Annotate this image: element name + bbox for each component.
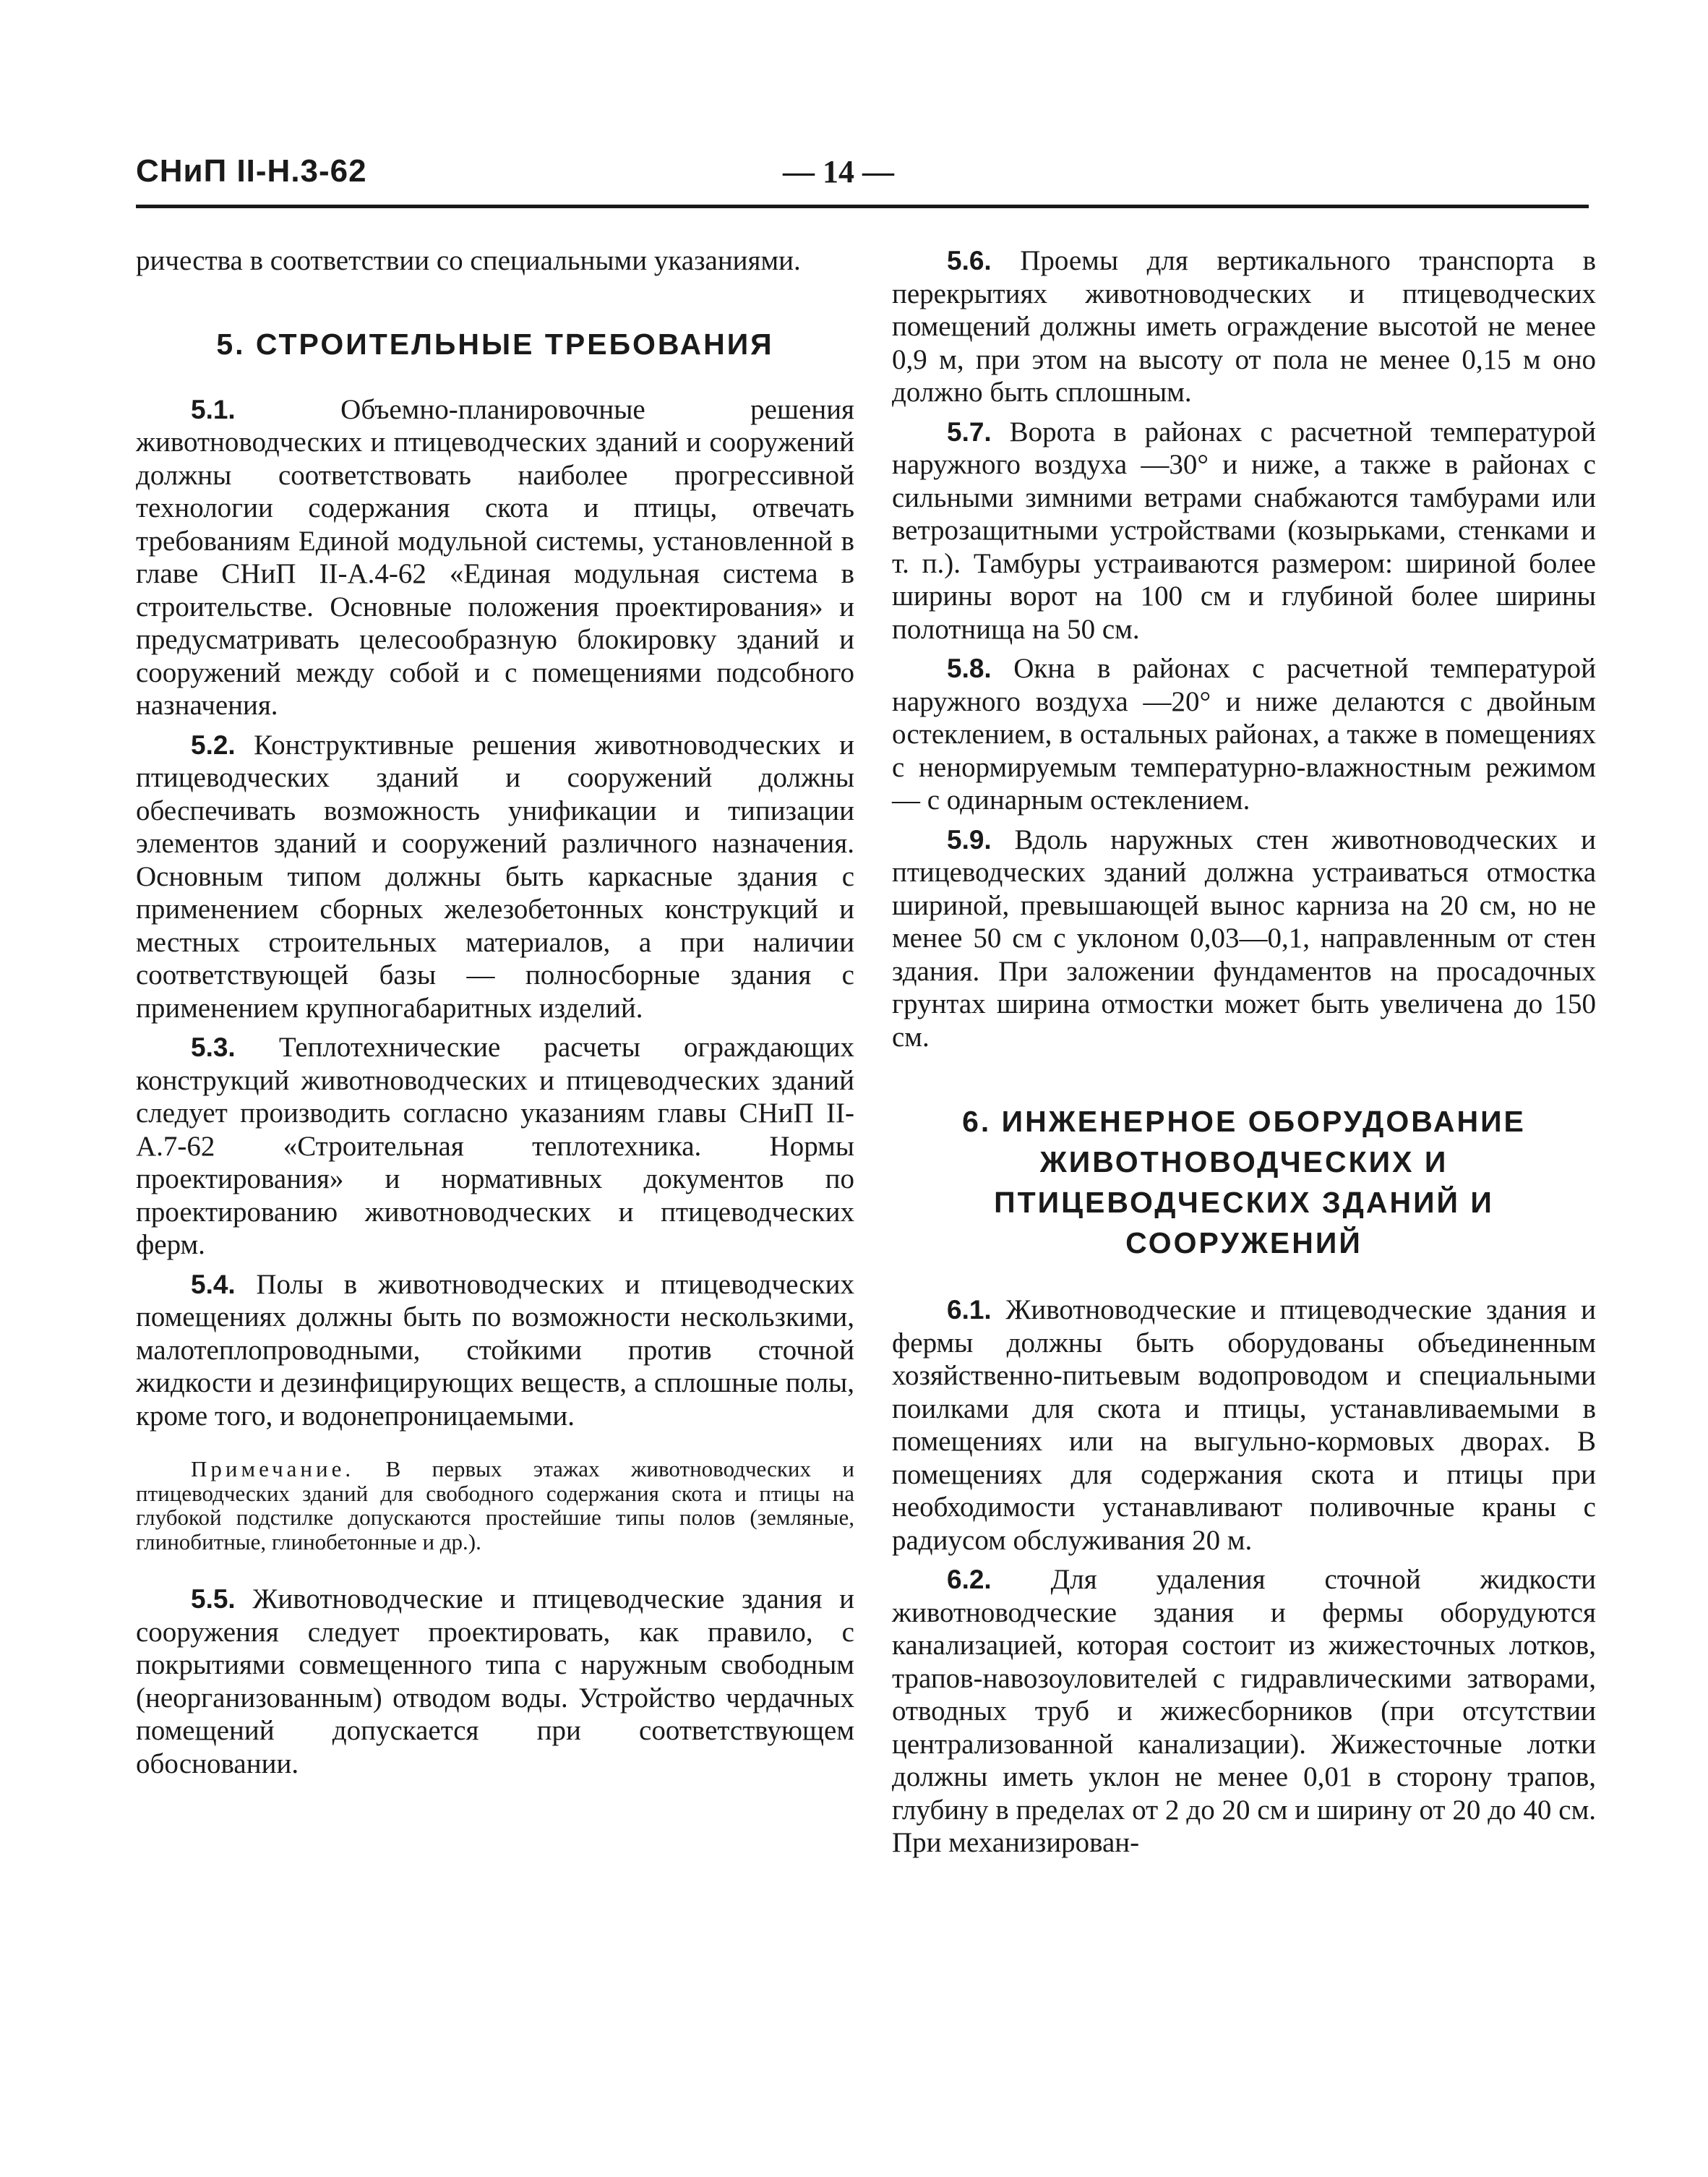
paragraph-5-7 bbox=[892, 416, 1596, 646]
paragraph-5-6 bbox=[892, 244, 1596, 409]
page-header bbox=[136, 153, 1589, 204]
paragraph-number: 5.2. bbox=[191, 730, 236, 760]
paragraph-5-5 bbox=[136, 1583, 854, 1780]
paragraph-5-4 bbox=[136, 1268, 854, 1433]
note-text: В первых этажах животноводческих и птицеводческих зданий для свободного содержания скота и птицы на глубокой подстилке допускаются простейшие типы полов (земляные, глинобитные, глинобетонные и др.). bbox=[136, 1456, 855, 1554]
document-code: СНиП II-Н.3-62 bbox=[136, 153, 367, 189]
note-label: Примечание. bbox=[191, 1456, 355, 1481]
paragraph-number: 6.1. bbox=[947, 1295, 992, 1325]
paragraph-text: Для удаления сточной жидкости животноводческие здания и фермы оборудуются канализацией, которая состоит из жижесточных лотков, трапов-навозоуловителей с гидравлическими затворами, отводных труб и жижесборников (при отсутствии централизованной канализации). Жижесточные лотки должны иметь уклон не менее 0,01 в сторону трапов, глубину в пределах от 2 до 20 см и ширину от 20 до 40 см. При механизирован- bbox=[892, 1564, 1597, 1858]
paragraph-number: 5.4. bbox=[191, 1269, 236, 1299]
paragraph-number: 6.2. bbox=[947, 1565, 992, 1594]
page-number: — 14 — bbox=[783, 154, 894, 189]
paragraph-text: Окна в районах с расчетной температурой наружного воздуха —20° и ниже делаются с двойным остеклением, в остальных районах, а также в помещениях с ненормируемым температурно-влажностным режимом — с одинарным остеклением. bbox=[892, 653, 1596, 816]
header-rule bbox=[136, 205, 1589, 208]
paragraph-number: 5.5. bbox=[191, 1584, 236, 1614]
paragraph-5-1 bbox=[136, 393, 854, 722]
paragraph-text: Животноводческие и птицеводческие здания и сооружения следует проектировать, как правило, с покрытиями совмещенного типа с наружным свободным (неорганизованным) отводом воды. Устройство чердачных помещений допускается при соответствующем обосновании. bbox=[136, 1583, 854, 1779]
paragraph-text: Животноводческие и птицеводческие здания и фермы должны быть оборудованы объединенным хозяйственно-питьевым водопроводом и специальными поилками для скота и птицы, устанавливаемыми в помещениях или на выгульно-кормовых дворах. В помещениях для содержания скота и птицы при необходимости устанавливают поливочные краны с радиусом обслуживания 20 м. bbox=[892, 1294, 1596, 1556]
paragraph-5-9 bbox=[892, 824, 1596, 1054]
paragraph-number: 5.3. bbox=[191, 1032, 236, 1062]
section-6-title: 6. ИНЖЕНЕРНОЕ ОБОРУДОВАНИЕ ЖИВОТНОВОДЧЕСКИХ И ПТИЦЕВОДЧЕСКИХ ЗДАНИЙ И СООРУЖЕНИЙ bbox=[962, 1105, 1526, 1259]
right-column bbox=[892, 244, 1596, 1866]
paragraph-number: 5.1. bbox=[191, 394, 236, 424]
paragraph-number: 5.6. bbox=[947, 246, 992, 275]
continuation-text: ричества в соответствии со специальными указаниями. bbox=[136, 245, 801, 276]
paragraph-6-2 bbox=[892, 1563, 1596, 1860]
paragraph-5-8 bbox=[892, 652, 1596, 817]
paragraph-6-1 bbox=[892, 1293, 1596, 1557]
paragraph-text: Полы в животноводческих и птицеводческих помещениях должны быть по возможности нескользкими, малотеплопроводными, стойкими против сточной жидкости и дезинфицирующих веществ, а сплошные полы, кроме того, и водонепроницаемыми. bbox=[136, 1268, 855, 1432]
paragraph-number: 5.7. bbox=[947, 416, 992, 447]
paragraph-number: 5.9. bbox=[947, 824, 992, 855]
paragraph-5-2 bbox=[136, 729, 854, 1025]
section-5-title: 5. СТРОИТЕЛЬНЫЕ ТРЕБОВАНИЯ bbox=[216, 327, 774, 361]
paragraph-text: Конструктивные решения животноводческих и птицеводческих зданий и сооружений должны обеспечивать возможность унификации и типизации элементов зданий и сооружений различного назначения. Основным типом должны быть каркасные здания с применением сборных железобетонных конструкций и местных строительных материалов, а при наличии соответствующей базы — полносборные здания с применением крупногабаритных изделий. bbox=[136, 729, 854, 1024]
paragraph-text: Ворота в районах с расчетной температурой наружного воздуха —30° и ниже, а также в районах с сильными зимними ветрами снабжаются тамбурами или ветрозащитными устройствами (козырьками, стенками и т. п.). Тамбуры устраиваются размером: шириной более ширины ворот на 100 см и глубиной более ширины полотнища на 50 см. bbox=[892, 416, 1596, 645]
paragraph-number: 5.8. bbox=[947, 654, 992, 683]
paragraph-text: Объемно-планировочные решения животноводческих и птицеводческих зданий и сооружений должны соответствовать наиболее прогрессивной технологии содержания скота и птицы, отвечать требованиям Единой модульной системы, установленной в главе СНиП II-А.4-62 «Единая модульная система в строительстве. Основные положения проектирования» и предусматривать целесообразную блокировку зданий и сооружений между собой и с помещениями подсобного назначения. bbox=[136, 393, 854, 721]
paragraph-5-3 bbox=[136, 1031, 854, 1262]
note bbox=[136, 1457, 854, 1554]
paragraph-text: Вдоль наружных стен животноводческих и птицеводческих зданий должна устраиваться отмостка шириной, превышающей вынос карниза на 20 см, но не менее 50 см с уклоном 0,03—0,1, направленным от стен здания. При заложении фундаментов на просадочных грунтах ширина отмостки может быть увеличена до 150 см. bbox=[892, 824, 1596, 1053]
paragraph-text: Теплотехнические расчеты ограждающих конструкций животноводческих и птицеводческих зданий следует производить согласно указаниям главы СНиП II-А.7-62 «Строительная теплотехника. Нормы проектирования» и нормативных документов по проектированию животноводческих и птицеводческих ферм. bbox=[136, 1032, 855, 1260]
left-column bbox=[136, 244, 854, 1787]
paragraph-text: Проемы для вертикального транспорта в перекрытиях животноводческих и птицеводческих помещений должны иметь ограждение высотой не менее 0,9 м, при этом на высоту от пола не менее 0,15 м оно должно быть сплошным. bbox=[892, 245, 1596, 408]
